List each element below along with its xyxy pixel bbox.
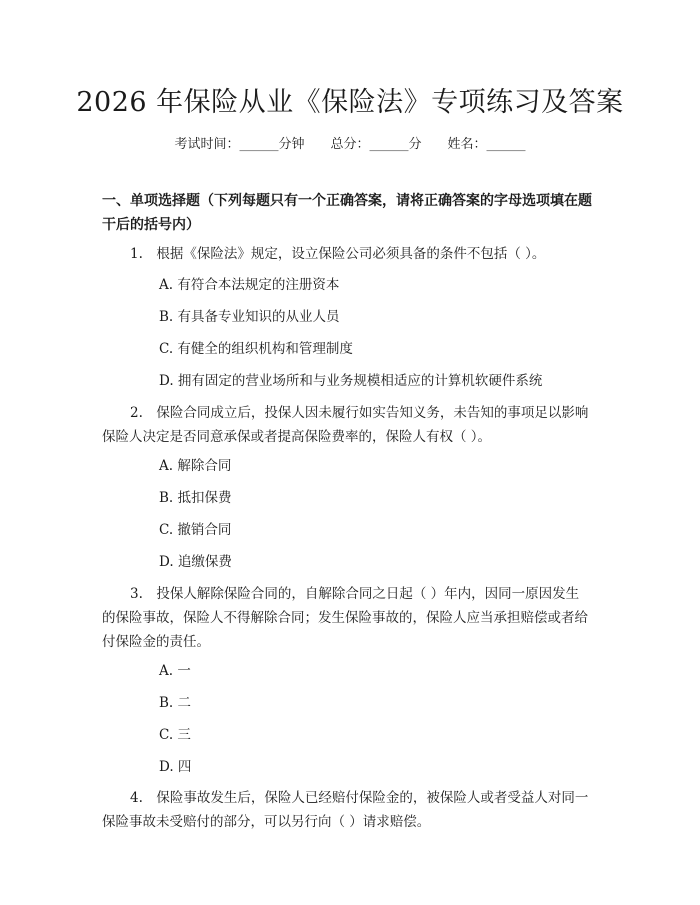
question-text: 3. 投保人解除保险合同的，自解除合同之日起（ ）年内，因同一原因发生 — [130, 586, 580, 602]
page-title: 2026 年保险从业《保险法》专项练习及答案 — [76, 87, 624, 118]
question-3-option-d: D. 四 — [159, 759, 192, 775]
question-2-option-a: A. 解除合同 — [159, 458, 232, 474]
exam-name: 姓名：______ — [447, 137, 526, 152]
exam-score: 总分：______分 — [330, 137, 422, 152]
question-text: 2. 保险合同成立后，投保人因未履行如实告知义务，未告知的事项足以影响 — [130, 405, 589, 421]
question-1-option-d: D. 拥有固定的营业场所和与业务规模相适应的计算机软硬件系统 — [159, 373, 543, 389]
question-2-option-d: D. 追缴保费 — [159, 554, 232, 570]
question-1 — [102, 242, 602, 266]
question-1-option-b: B. 有具备专业知识的从业人员 — [159, 309, 340, 325]
question-4 — [102, 786, 602, 834]
question-2 — [102, 401, 602, 449]
exam-meta — [0, 133, 700, 152]
question-3 — [102, 582, 602, 654]
question-text: 保险事故未受赔付的部分，可以另行向（ ）请求赔偿。 — [102, 814, 431, 830]
question-text: 的保险事故，保险人不得解除合同；发生保险事故的，保险人应当承担赔偿或者给 — [102, 610, 588, 626]
section-heading — [102, 189, 602, 237]
question-text: 付保险金的责任。 — [102, 634, 210, 650]
question-3-option-a: A. 一 — [159, 663, 191, 679]
question-2-option-c: C. 撤销合同 — [159, 522, 232, 538]
question-3-option-b: B. 二 — [159, 695, 192, 711]
question-1-option-c: C. 有健全的组织机构和管理制度 — [159, 341, 353, 357]
exam-time: 考试时间：______分钟 — [174, 137, 305, 152]
question-2-option-b: B. 抵扣保费 — [159, 490, 232, 506]
question-text: 1. 根据《保险法》规定，设立保险公司必须具备的条件不包括（ ）。 — [130, 246, 546, 262]
section-heading-line: 干后的括号内） — [102, 217, 200, 233]
section-heading-line: 一、单项选择题（下列每题只有一个正确答案，请将正确答案的字母选项填在题 — [102, 193, 592, 209]
question-1-option-a: A. 有符合本法规定的注册资本 — [159, 277, 340, 293]
question-3-option-c: C. 三 — [159, 727, 191, 743]
question-text: 4. 保险事故发生后，保险人已经赔付保险金的，被保险人或者受益人对同一 — [130, 790, 589, 806]
question-text: 保险人决定是否同意承保或者提高保险费率的，保险人有权（ ）。 — [102, 429, 492, 445]
